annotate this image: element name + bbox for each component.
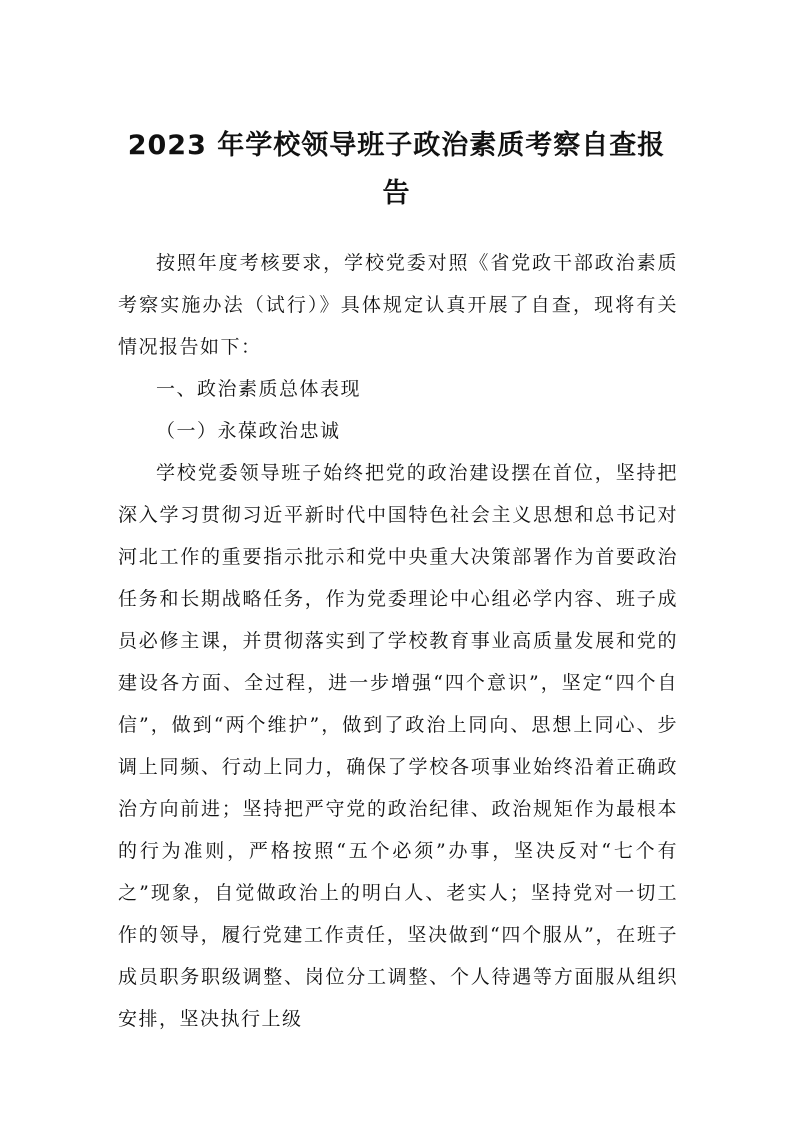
- body-paragraph: 学校党委领导班子始终把党的政治建设摆在首位，坚持把深入学习贯彻习近平新时代中国特色社会主义思想和总书记对河北工作的重要指示批示和党中央重大决策部署作为首要政治任务和长期战略任务，作为党委理论中心组必学内容、班子成员必修主课，并贯彻落实到了学校教育事业高质量发展和党的建设各方面、全过程，进一步增强“四个意识”，坚定“四个自信”，做到“两个维护”，做到了政治上同向、思想上同心、步调上同频、行动上同力，确保了学校各项事业始终沿着正确政治方向前进；坚持把严守党的政治纪律、政治规矩作为最根本的行为准则，严格按照“五个必须”办事，坚决反对“七个有之”现象，自觉做政治上的明白人、老实人；坚持党对一切工作的领导，履行党建工作责任，坚决做到“四个服从”，在班子成员职务职级调整、岗位分工调整、个人待遇等方面服从组织安排，坚决执行上级: [118, 462, 678, 1030]
- document-title-line-1: 2023 年学校领导班子政治素质考察自查报: [127, 130, 666, 161]
- section-heading: 一、政治素质总体表现: [156, 378, 362, 400]
- document-body: [118, 242, 678, 1040]
- subsection-heading: （一）永葆政治忠诚: [156, 420, 341, 442]
- intro-paragraph: 按照年度考核要求，学校党委对照《省党政干部政治素质考察实施办法（试行）》具体规定认真开展了自查，现将有关情况报告如下：: [118, 252, 678, 358]
- document-title-line-2: 告: [382, 178, 411, 209]
